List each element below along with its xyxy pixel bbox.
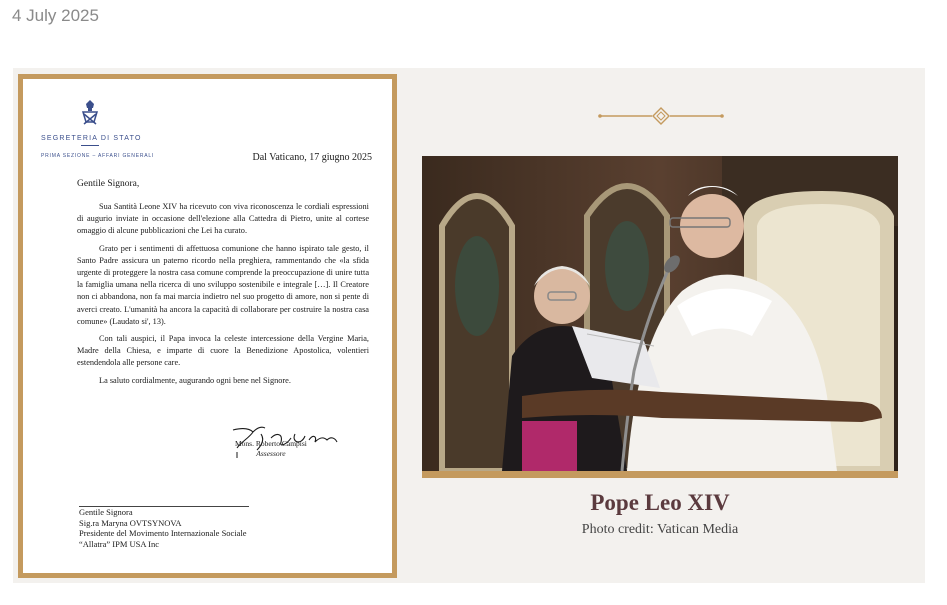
- photo-credit: Photo credit: Vatican Media: [581, 522, 739, 537]
- letterhead-divider: [81, 145, 99, 146]
- letter-paragraph: La saluto cordialmente, augurando ogni bene nel Signore.: [99, 375, 291, 385]
- letter-paragraph: Con tali auspici, il Papa invoca la celeste intercessione della Vergine Maria, Madre della Chiesa, e imparte di cuore la Benedizione Apostolica, volentieri estendendola alle persone care.: [77, 334, 369, 368]
- signer-name: Mons. Roberto Campisi: [235, 439, 307, 448]
- address-line: Presidente del Movimento Internazionale Sociale: [79, 528, 247, 539]
- photo-bottom-bar: [422, 471, 898, 478]
- letterhead-section: PRIMA SEZIONE – AFFARI GENERALI: [41, 153, 155, 159]
- letter-place-date: Dal Vaticano, 17 giugno 2025: [252, 152, 372, 163]
- letter-body: [77, 201, 369, 392]
- pope-photo: [422, 156, 898, 471]
- letter-paragraph: Sua Santità Leone XIV ha ricevuto con viva riconoscenza le cordiali espressioni di augurio inviate in occasione dell'elezione alla Cattedra di Pietro, unite al cortese omaggio di alcune pubblicazioni che Lei ha curato.: [77, 202, 369, 236]
- letter-paragraph: Grato per i sentimenti di affettuosa comunione che hanno ispirato tale gesto, il Santo Padre assicura un paterno ricordo nella preghiera, rammentando che «la sfida urgente di proteggere la nostra casa comune comprende la preoccupazione di unire tutta la famiglia umana nella ricerca di uno sviluppo sostenibile e integrale […]. Il Creatore non ci abbandona, non fa mai marcia indietro nel suo progetto di amore, non si pente di averci creato. L'umanità ha ancora la capacità di collaborare per costruire la nostra casa comune» (Laudato si', 13).: [77, 243, 369, 326]
- signer-role: Assessore: [256, 449, 286, 458]
- letter-signer: [235, 439, 307, 459]
- letterhead: SEGRETERIA DI STATO: [41, 135, 142, 142]
- post-date: 4 July 2025: [12, 6, 99, 25]
- letter-address: [79, 507, 247, 549]
- photo-title: Pope Leo XIV: [590, 490, 730, 515]
- address-line: Sig.ra Maryna OVTSYNOVA: [79, 517, 182, 528]
- divider-ornament-icon: [598, 107, 724, 125]
- letter-salutation: Gentile Signora,: [77, 179, 140, 189]
- address-line: “Allatra” IPM USA Inc: [79, 538, 160, 549]
- letter-image: [23, 79, 392, 573]
- address-line: Gentile Signora: [79, 507, 133, 517]
- papal-crest-icon: [79, 98, 101, 128]
